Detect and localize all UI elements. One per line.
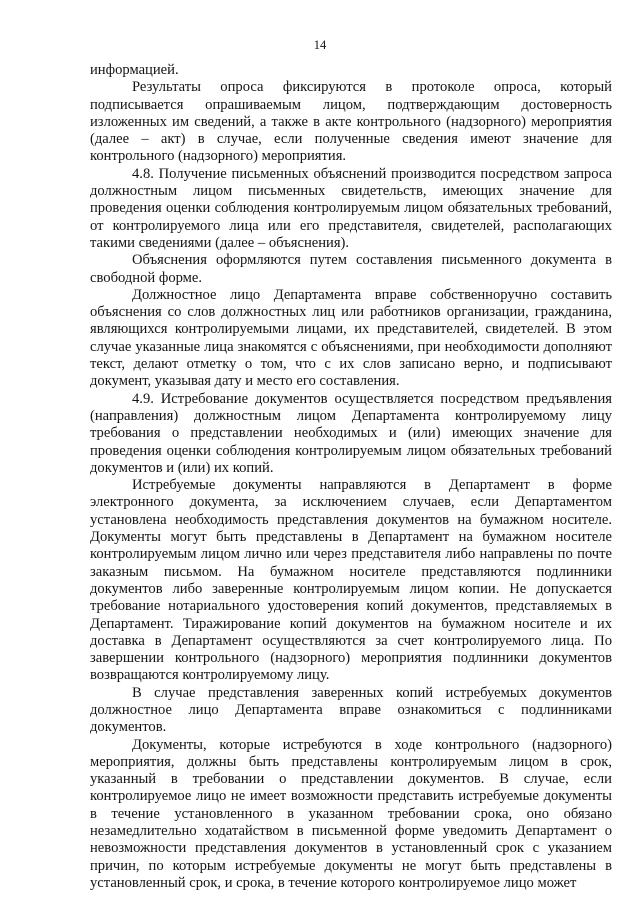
page-number: 14 xyxy=(313,38,327,52)
paragraph: Результаты опроса фиксируются в протоколе опроса, который подписывается опрашиваемым лицом, подтверждающим достоверность изложенных им сведений, а также в акте контрольного (надзорного) мероприятия (далее – акт) в случае, если полученные сведения имеют значение для контрольного (надзорного) мероприятия. xyxy=(90,79,612,165)
paragraph: Истребуемые документы направляются в Департамент в форме электронного документа, за исключением случаев, если Департаментом установлена необходимость представления документов на бумажном носителе. Документы могут быть представлены в Департамент на бумажном носителе контролируемым лицом лично или через представителя либо направлены по почте заказным письмом. На бумажном носителе представляются подлинники документов либо заверенные контролируемым лицом копии. Не допускается требование нотариального удостоверения копий документов, представляемых в Департамент. Тиражирование копий документов на бумажном носителе и их доставка в Департамент осуществляются за счет контролируемого лица. По завершении контрольного (надзорного) мероприятия подлинники документов возвращаются контролируемому лицу. xyxy=(90,477,612,684)
paragraph: информацией. xyxy=(90,62,179,78)
paragraph: Объяснения оформляются путем составления письменного документа в свободной форме. xyxy=(90,252,612,286)
paragraph: Должностное лицо Департамента вправе собственноручно составить объяснения со слов должностных лиц или работников организации, гражданина, являющихся контролируемыми лицами, их представителей, свидетелей. В этом случае указанные лица знакомятся с объяснениями, при необходимости дополняют текст, делают отметку о том, что с их слов записано верно, и подписывают документ, указывая дату и место его составления. xyxy=(90,286,612,390)
paragraph: В случае представления заверенных копий истребуемых документов должностное лицо Департамента вправе ознакомиться с подлинниками документов. xyxy=(90,684,612,736)
paragraph: Документы, которые истребуются в ходе контрольного (надзорного) мероприятия, должны быть представлены контролируемым лицом в срок, указанный в требовании о представлении документов. В случае, если контролируемое лицо не имеет возможности представить истребуемые документы в течение установленного в указанном требовании срока, оно обязано незамедлительно ходатайством в письменной форме уведомить Департамент о невозможности представления документов в установленный срок с указанием причин, по которым истребуемые документы не могут быть представлены в установленный срок, и срока, в течение которого контролируемое лицо может xyxy=(90,736,612,891)
document-body xyxy=(90,62,612,892)
paragraph: 4.9. Истребование документов осуществляется посредством предъявления (направления) должностным лицом Департамента контролируемому лицу требования о представлении необходимых и (или) имеющих значение для проведения оценки соблюдения контролируемым лицом обязательных требований документов и (или) их копий. xyxy=(90,390,612,476)
paragraph: 4.8. Получение письменных объяснений производится посредством запроса должностным лицом письменных свидетельств, имеющих значение для проведения оценки соблюдения контролируемым лицом обязательных требований, от контролируемого лица или его представителя, свидетелей, располагающих такими сведениями (далее – объяснения). xyxy=(90,165,612,251)
